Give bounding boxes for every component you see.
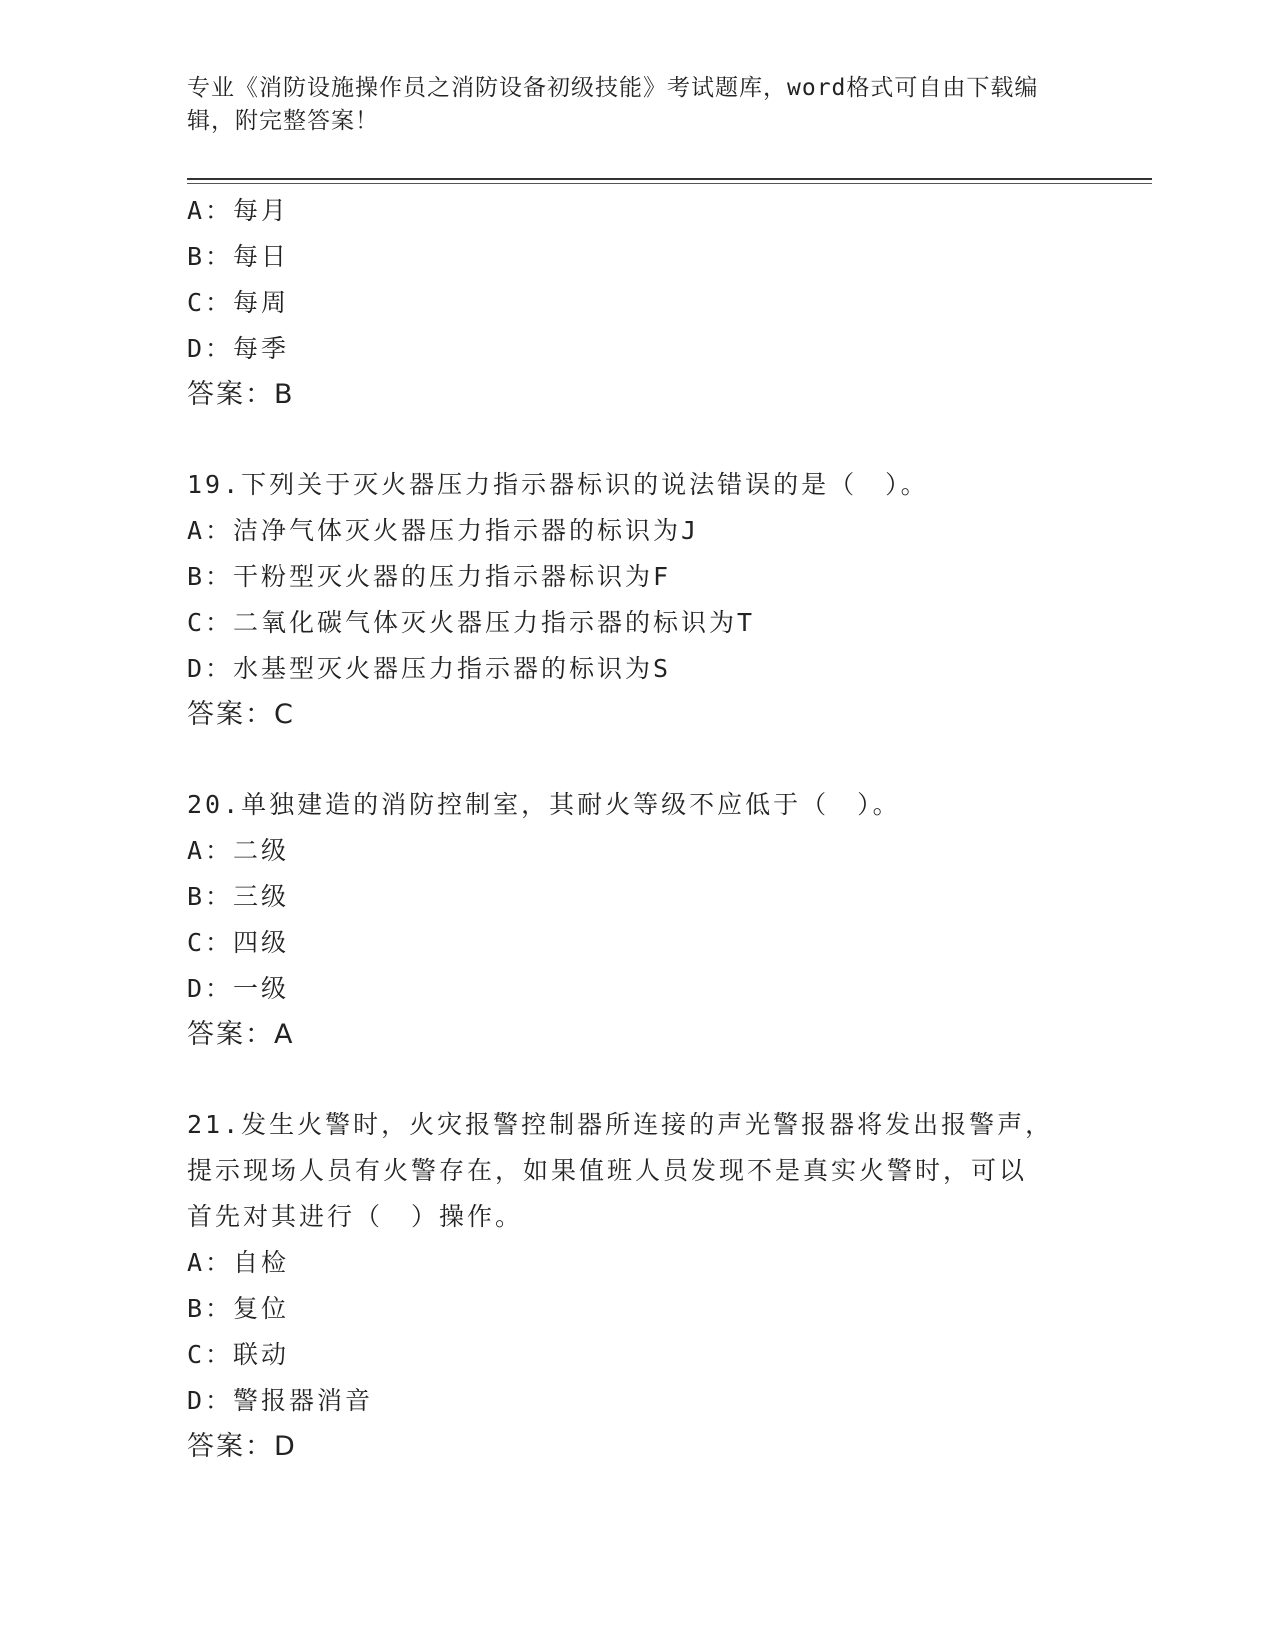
option-b: B：复位 <box>187 1294 290 1323</box>
question-21 <box>187 1102 1087 1470</box>
question-text-line: 21.发生火警时，火灾报警控制器所连接的声光警报器将发出报警声， <box>187 1110 1054 1139</box>
answer: 答案：A <box>187 1019 295 1050</box>
question-text: 20.单独建造的消防控制室，其耐火等级不应低于（ ）。 <box>187 790 901 819</box>
question-text: 19.下列关于灭火器压力指示器标识的说法错误的是（ ）。 <box>187 470 929 499</box>
option-b: B：三级 <box>187 882 290 911</box>
header-line-1: 专业《消防设施操作员之消防设备初级技能》考试题库，word格式可自由下载编 <box>187 75 1039 101</box>
option-a: A：每月 <box>187 196 290 225</box>
question-text <box>187 1102 1087 1240</box>
answer: 答案：B <box>187 379 295 410</box>
header-divider-thick <box>187 178 1152 180</box>
question-list <box>187 188 1087 1470</box>
option-d: D：每季 <box>187 334 290 363</box>
option-c: C：四级 <box>187 928 290 957</box>
option-b: B：干粉型灭火器的压力指示器标识为F <box>187 562 672 591</box>
question-20 <box>187 782 1087 1058</box>
question-19 <box>187 462 1087 738</box>
option-c: C：每周 <box>187 288 290 317</box>
option-c: C：二氧化碳气体灭火器压力指示器的标识为T <box>187 608 756 637</box>
question-text-line: 首先对其进行（ ）操作。 <box>187 1202 524 1231</box>
option-d: D：水基型灭火器压力指示器的标识为S <box>187 654 672 683</box>
question-18 <box>187 188 1087 418</box>
question-text-line: 提示现场人员有火警存在，如果值班人员发现不是真实火警时，可以 <box>187 1156 1028 1185</box>
option-d: D：一级 <box>187 974 290 1003</box>
answer: 答案：D <box>187 1431 297 1462</box>
option-a: A：二级 <box>187 836 290 865</box>
answer: 答案：C <box>187 699 295 730</box>
option-a: A：自检 <box>187 1248 290 1277</box>
header-line-2: 辑，附完整答案！ <box>187 108 379 134</box>
header-divider-thin <box>187 183 1152 184</box>
option-d: D：警报器消音 <box>187 1386 374 1415</box>
option-a: A：洁净气体灭火器压力指示器的标识为J <box>187 516 700 545</box>
document-header <box>187 72 1067 138</box>
option-c: C：联动 <box>187 1340 290 1369</box>
option-b: B：每日 <box>187 242 290 271</box>
